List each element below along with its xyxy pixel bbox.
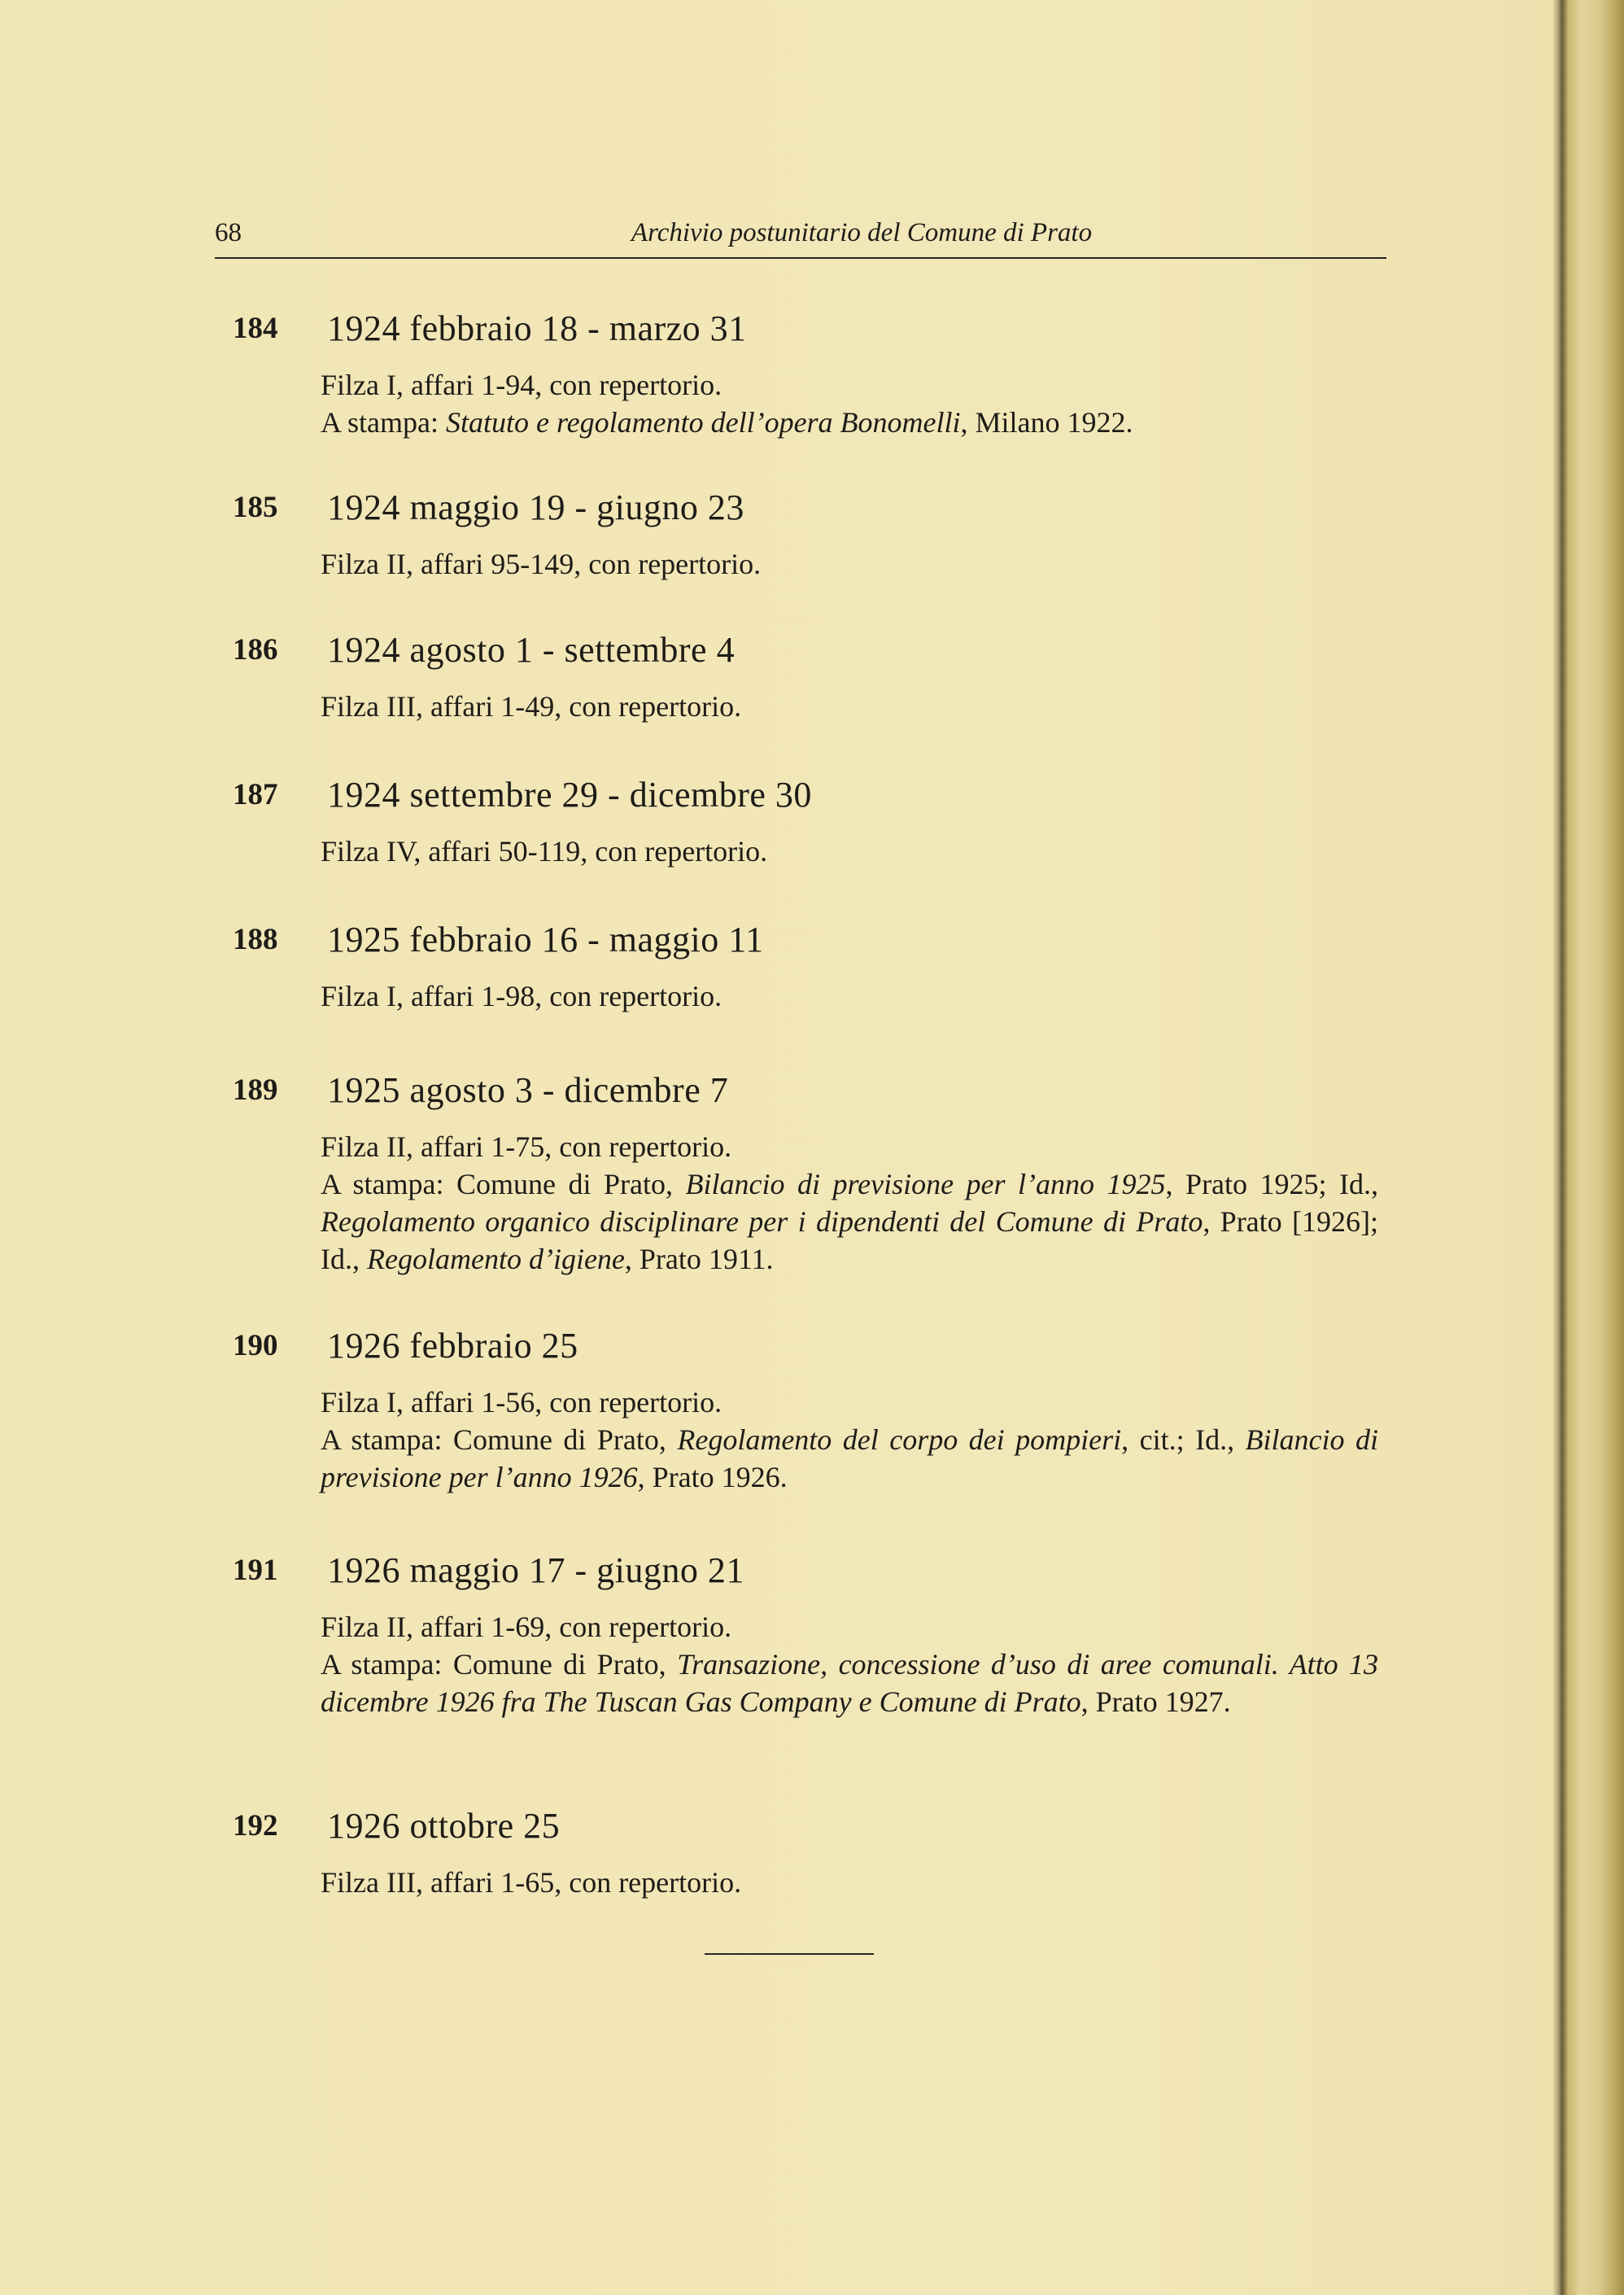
entry-stampa: A stampa: Comune di Prato, Regolamento del corpo dei pompieri, cit.; Id., Bilancio di previsione per l’anno 1926, Prato 1926. <box>321 1423 1378 1493</box>
running-head <box>215 213 1386 252</box>
page-fold-shadow <box>1552 0 1562 2295</box>
entry-date: 1924 febbraio 18 - marzo 31 <box>327 308 747 348</box>
entry-date: 1926 ottobre 25 <box>327 1806 561 1846</box>
entry-body <box>321 1384 1378 1496</box>
entry-number: 186 <box>233 633 278 667</box>
entry-filza: Filza III, affari 1-49, con repertorio. <box>321 690 742 723</box>
entry-filza: Filza I, affari 1-56, con repertorio. <box>321 1386 723 1419</box>
entry-body <box>321 545 1378 583</box>
entry-date: 1925 agosto 3 - dicembre 7 <box>327 1070 729 1110</box>
entry-filza: Filza I, affari 1-98, con repertorio. <box>321 980 723 1012</box>
entry-number: 184 <box>233 312 278 345</box>
entry-number: 192 <box>233 1809 278 1843</box>
entry-number: 189 <box>233 1073 278 1107</box>
entry-date: 1925 febbraio 16 - maggio 11 <box>327 920 764 960</box>
entry-body <box>321 833 1378 870</box>
entry-filza: Filza II, affari 1-69, con repertorio. <box>321 1611 732 1643</box>
entry-date: 1926 febbraio 25 <box>327 1326 578 1366</box>
page-number: 68 <box>215 218 242 247</box>
entry-stampa: A stampa: Comune di Prato, Transazione, concessione d’uso di aree comunali. Atto 13 dicembre 1926 fra The Tuscan Gas Company e Comune di Prato, Prato 1927. <box>321 1648 1379 1718</box>
entry-number: 185 <box>233 491 278 524</box>
entry-body <box>321 977 1378 1015</box>
running-title: Archivio postunitario del Comune di Prato <box>631 218 1093 247</box>
entry-body <box>321 366 1378 441</box>
section-end-rule <box>705 1953 874 1955</box>
entry-filza: Filza III, affari 1-65, con repertorio. <box>321 1866 742 1899</box>
entry-stampa: A stampa: Statuto e regolamento dell’opera Bonomelli, Milano 1922. <box>321 406 1133 439</box>
entry-filza: Filza II, affari 95-149, con repertorio. <box>321 548 762 580</box>
entry-number: 187 <box>233 778 278 811</box>
entry-date: 1924 settembre 29 - dicembre 30 <box>327 775 812 815</box>
entry-filza: Filza IV, affari 50-119, con repertorio. <box>321 835 768 868</box>
entry-number: 190 <box>233 1329 278 1362</box>
book-spine <box>1562 0 1624 2295</box>
entry-number: 191 <box>233 1554 278 1587</box>
entry-filza: Filza I, affari 1-94, con repertorio. <box>321 369 723 401</box>
entry-body <box>321 1608 1378 1720</box>
entry-body <box>321 1864 1378 1901</box>
entry-body <box>321 688 1378 725</box>
entry-number: 188 <box>233 923 278 956</box>
header-rule <box>215 257 1386 259</box>
entry-filza: Filza II, affari 1-75, con repertorio. <box>321 1130 732 1163</box>
entry-date: 1926 maggio 17 - giugno 21 <box>327 1550 744 1590</box>
entry-stampa: A stampa: Comune di Prato, Bilancio di previsione per l’anno 1925, Prato 1925; Id., Regolamento organico disciplinare per i dipendenti del Comune di Prato, Prato [1926]; Id., Regolamento d’igiene, Prato 1911. <box>321 1168 1379 1275</box>
entry-date: 1924 agosto 1 - settembre 4 <box>327 630 736 670</box>
entry-date: 1924 maggio 19 - giugno 23 <box>327 487 744 527</box>
entry-body <box>321 1128 1378 1278</box>
